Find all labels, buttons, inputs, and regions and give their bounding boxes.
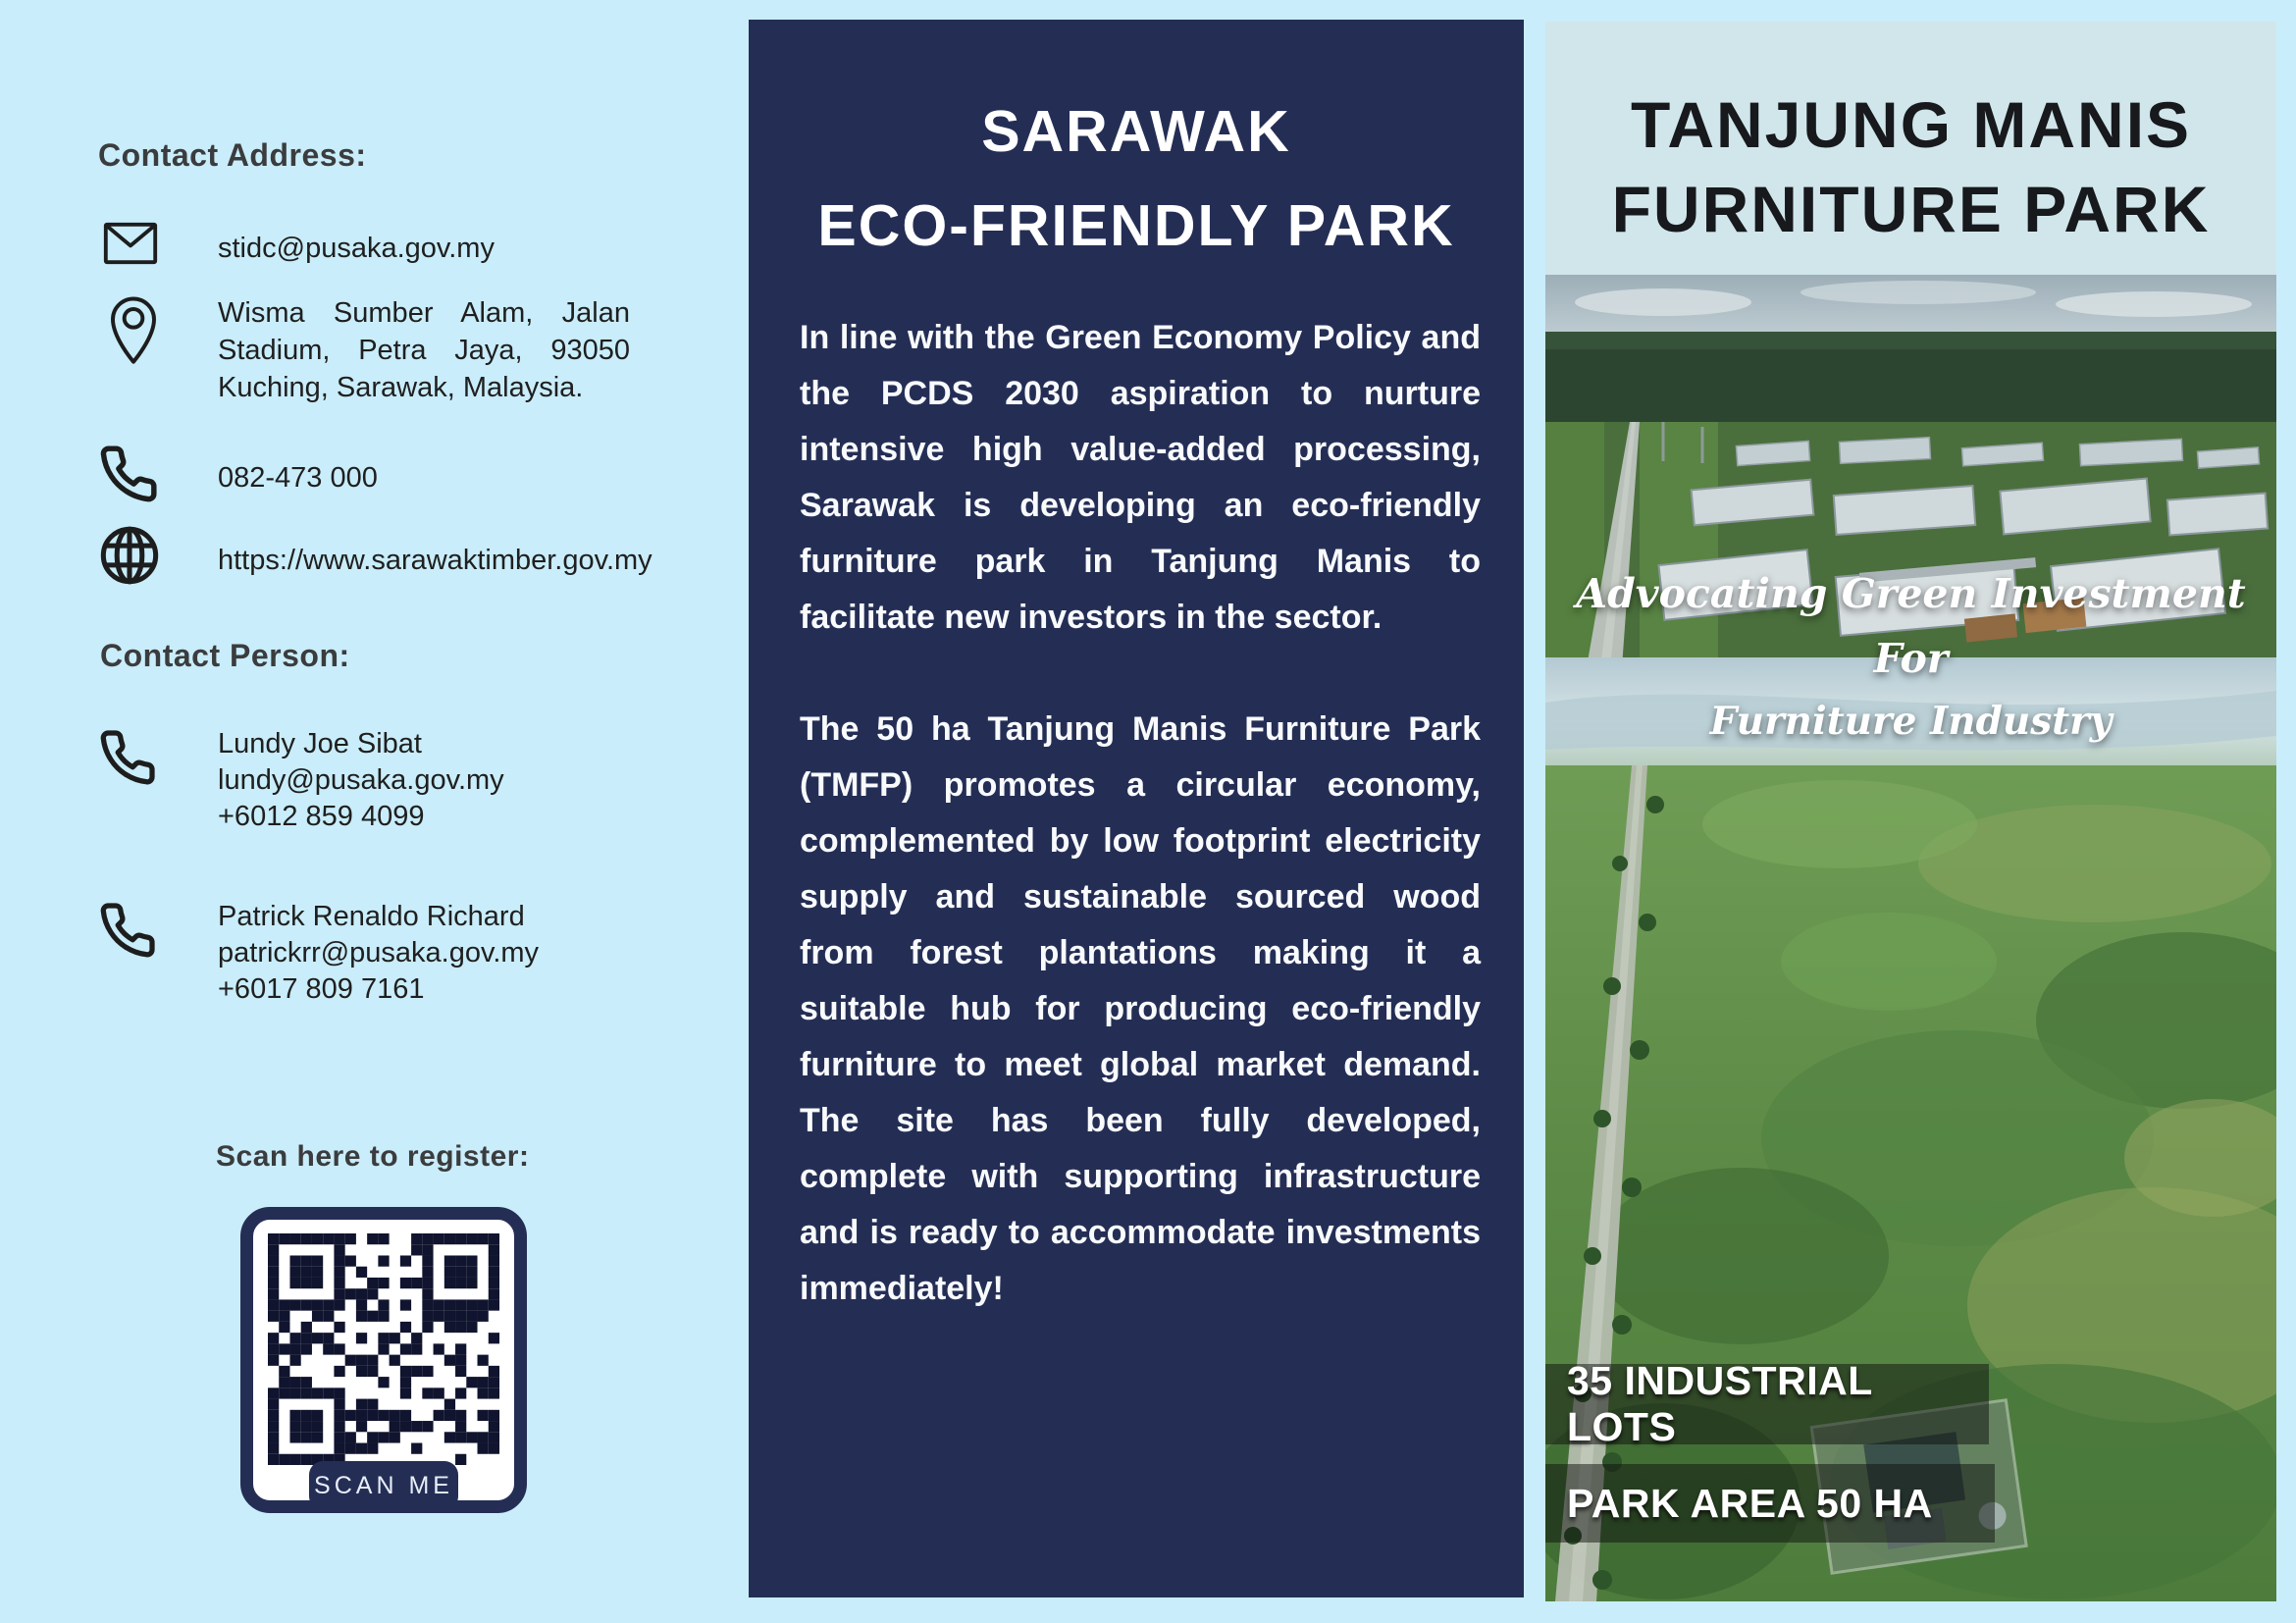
location-pin-icon [106, 290, 161, 369]
middle-panel-title [749, 84, 1524, 273]
industrial-lots-label: 35 INDUSTRIAL LOTS [1567, 1358, 1873, 1449]
caption-line-2: Furniture Industry [1709, 699, 2113, 744]
email-text[interactable]: stidc@pusaka.gov.my [218, 233, 495, 264]
person-name: Lundy Joe Sibat [218, 728, 422, 759]
caption-line-1: Advocating Green Investment For [1576, 570, 2246, 682]
phone-icon [98, 728, 157, 787]
email-icon [101, 220, 160, 267]
contact-person-1 [218, 726, 504, 835]
aerial-photo [1545, 275, 2276, 1601]
website-text[interactable]: https://www.sarawaktimber.gov.my [218, 545, 652, 576]
scan-me-label: SCAN ME [314, 1471, 453, 1499]
address-text: Wisma Sumber Alam, Jalan Stadium, Petra Jaya, 93050 Kuching, Sarawak, Malaysia. [218, 297, 630, 403]
qr-pattern [268, 1233, 499, 1465]
contact-person-heading: Contact Person: [100, 638, 350, 673]
left-panel [0, 0, 749, 1623]
title-line-1: SARAWAK [981, 99, 1291, 164]
qr-code[interactable] [240, 1207, 527, 1513]
person-email: patrickrr@pusaka.gov.my [218, 937, 540, 969]
scan-me-badge [309, 1461, 458, 1510]
phone-text: 082-473 000 [218, 462, 378, 494]
phone-icon [98, 444, 159, 504]
detail-paragraph: The 50 ha Tanjung Manis Furniture Park (TMFP) promotes a circular economy, complemented by low footprint electricity supply and sustainable sourced wood from forest plantations making it a suitable hub for producing eco-friendly furniture to meet global market demand. The site has been fully developed, complete with supporting infrastructure and is ready to accommodate investments immediately! [800, 710, 1481, 1307]
park-area-badge [1545, 1464, 1995, 1543]
right-panel [1545, 22, 2276, 1601]
title-line-2: ECO-FRIENDLY PARK [817, 193, 1455, 258]
industrial-lots-badge [1545, 1358, 1989, 1449]
park-title-line-2: FURNITURE PARK [1611, 173, 2211, 245]
phone-icon [98, 901, 157, 960]
scan-register-heading: Scan here to register: [216, 1140, 530, 1173]
contact-address-heading: Contact Address: [98, 137, 367, 173]
park-title-line-1: TANJUNG MANIS [1630, 88, 2192, 161]
photo-caption [1545, 561, 2276, 752]
middle-panel [749, 20, 1524, 1597]
globe-icon [98, 524, 161, 587]
intro-paragraph: In line with the Green Economy Policy and the PCDS 2030 aspiration to nurture intensive high value-added processing, Sarawak is developing an eco-friendly furniture park in Tanjung Manis to facilitate new investors in the sector. [800, 319, 1481, 636]
person-phone: +6012 859 4099 [218, 801, 425, 832]
park-area-label: PARK AREA 50 HA [1567, 1480, 1933, 1526]
person-phone: +6017 809 7161 [218, 973, 425, 1005]
contact-person-2 [218, 899, 539, 1008]
person-name: Patrick Renaldo Richard [218, 901, 525, 932]
person-email: lundy@pusaka.gov.my [218, 764, 504, 796]
park-title [1545, 82, 2276, 251]
